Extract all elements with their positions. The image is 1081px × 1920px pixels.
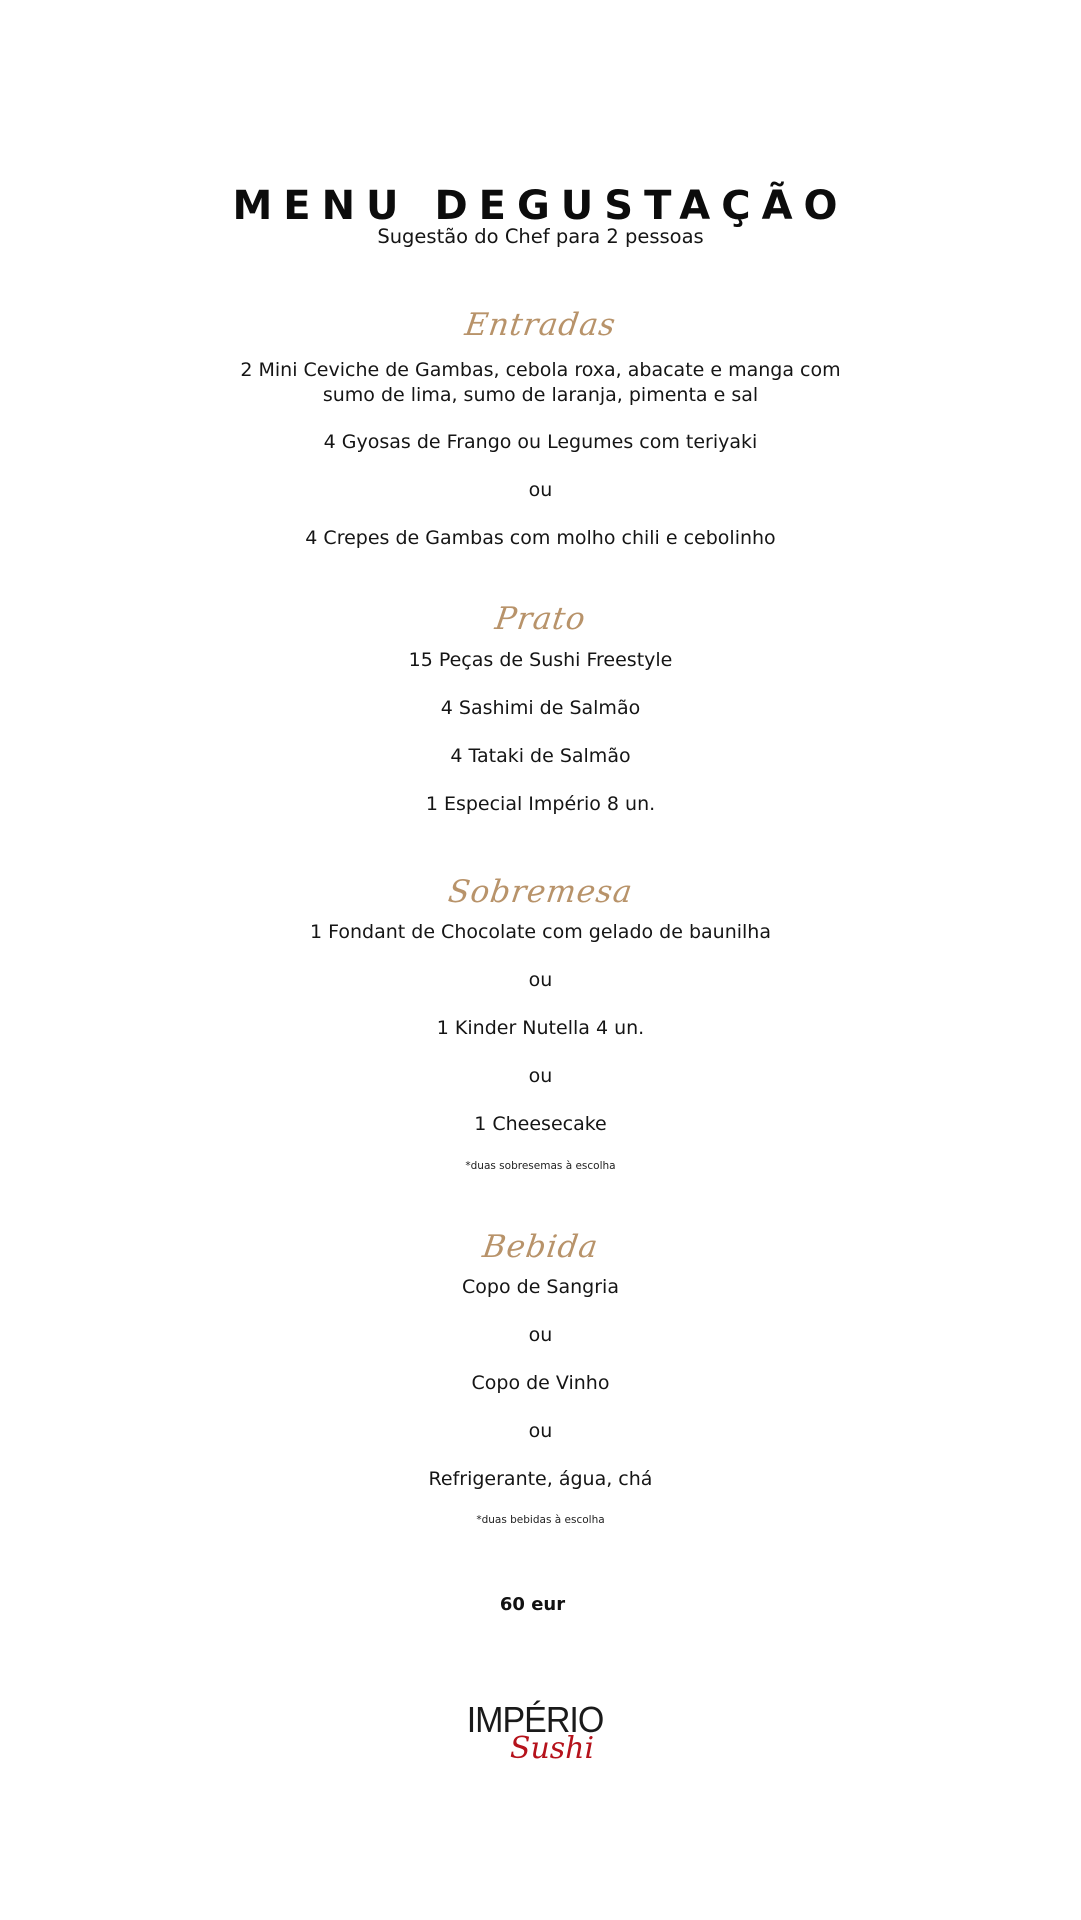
sobremesa-item-fondant: 1 Fondant de Chocolate com gelado de baunilha — [309, 921, 771, 943]
menu-subtitle: Sugestão do Chef para 2 pessoas — [377, 225, 704, 248]
menu-price: 60 eur — [499, 1594, 566, 1615]
bebida-item-or-1: ou — [528, 1324, 553, 1346]
section-heading-prato: Prato — [492, 601, 589, 637]
entradas-item-gyosas: 4 Gyosas de Frango ou Legumes com teriyaki — [323, 431, 758, 453]
sobremesa-item-or-2: ou — [528, 1065, 553, 1087]
prato-item-tataki: 4 Tataki de Salmão — [450, 745, 631, 767]
menu-title: MENU DEGUSTAÇÃO — [232, 183, 849, 229]
sobremesa-item-or-1: ou — [528, 969, 553, 991]
section-heading-entradas: Entradas — [462, 307, 619, 343]
entradas-item-crepes: 4 Crepes de Gambas com molho chili e cebolinho — [305, 527, 776, 549]
sobremesa-item-kinder: 1 Kinder Nutella 4 un. — [436, 1017, 645, 1039]
section-heading-bebida: Bebida — [480, 1229, 601, 1265]
imperio-sushi-logo — [450, 1688, 620, 1768]
logo-brand-text: IMPÉRIO — [466, 1700, 604, 1741]
prato-item-sashimi: 4 Sashimi de Salmão — [440, 697, 641, 719]
bebida-item-or-2: ou — [528, 1420, 553, 1442]
bebida-item-sangria: Copo de Sangria — [462, 1276, 619, 1298]
sobremesa-item-cheesecake: 1 Cheesecake — [474, 1113, 607, 1135]
prato-item-sushi: 15 Peças de Sushi Freestyle — [408, 649, 673, 671]
bebida-item-vinho: Copo de Vinho — [471, 1372, 610, 1394]
bebida-note: *duas bebidas à escolha — [476, 1514, 605, 1526]
entradas-item-ceviche: 2 Mini Ceviche de Gambas, cebola roxa, abacate e manga com sumo de lima, sumo de laranja, pimenta e sal — [240, 359, 841, 406]
prato-item-especial: 1 Especial Império 8 un. — [425, 793, 656, 815]
bebida-item-refrigerante: Refrigerante, água, chá — [428, 1468, 653, 1490]
sobremesa-note: *duas sobresemas à escolha — [465, 1160, 616, 1172]
entradas-item-or: ou — [528, 479, 553, 501]
section-heading-sobremesa: Sobremesa — [446, 874, 636, 910]
logo-script-text: Sushi — [509, 1731, 595, 1766]
